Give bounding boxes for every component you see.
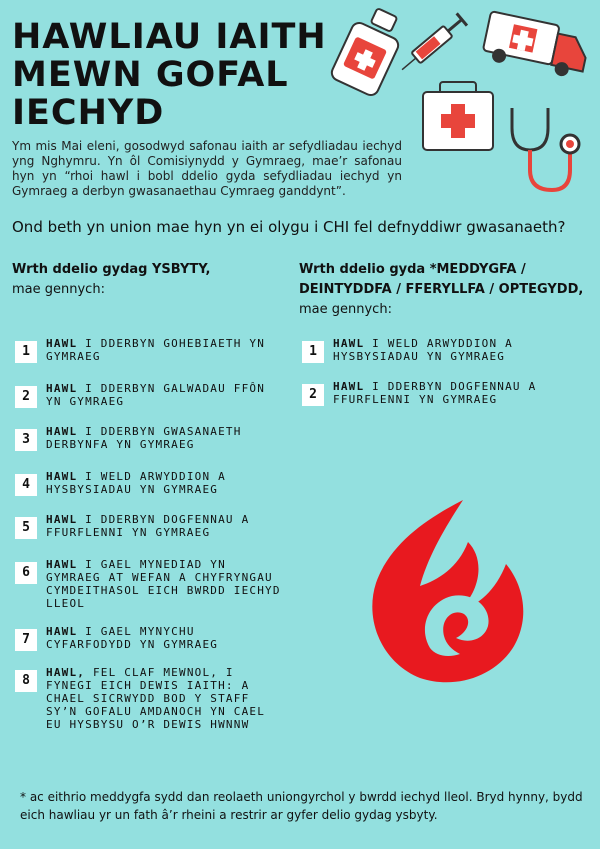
- item-text: HAWL I GAEL MYNEDIAD YN GYMRAEG AT WEFAN A CHYFRYNGAU CYMDEITHASOL EICH BWRDD IECHYD LLEOL: [46, 558, 281, 610]
- item-number: 3: [15, 429, 37, 451]
- list-item: [15, 666, 286, 731]
- list-item: [15, 513, 286, 539]
- item-number: 4: [15, 474, 37, 496]
- title-line-3: IECHYD: [12, 93, 165, 133]
- item-number: 5: [15, 517, 37, 539]
- item-text: HAWL I WELD ARWYDDION A HYSBYSIADAU YN GYMRAEG: [333, 337, 513, 363]
- list-item: [15, 382, 286, 408]
- list-item: [302, 337, 573, 363]
- footnote: * ac eithrio meddygfa sydd dan reolaeth uniongyrchol y bwrdd iechyd lleol. Bryd hynny, bydd eich hawliau yr un fath â’r rheini a restrir ar gyfer delio gydag ysbyty.: [20, 790, 583, 822]
- list-item: [15, 625, 286, 651]
- title-line-1: HAWLIAU IAITH: [12, 17, 327, 57]
- flame-logo: [368, 498, 528, 688]
- item-number: 6: [15, 562, 37, 584]
- hospital-heading-sub: mae gennych:: [12, 282, 105, 297]
- item-number: 1: [15, 341, 37, 363]
- item-text: HAWL I GAEL MYNYCHU CYFARFODYDD YN GYMRAEG: [46, 625, 219, 651]
- list-item: [302, 380, 573, 406]
- list-item: [15, 470, 286, 496]
- list-item: [15, 337, 286, 363]
- item-text: HAWL I DDERBYN GWASANAETH DERBYNFA YN GYMRAEG: [46, 425, 242, 451]
- item-number: 2: [302, 384, 324, 406]
- first-aid-kit-icon: [423, 82, 493, 150]
- syringe-icon: [397, 13, 467, 75]
- item-number: 1: [302, 341, 324, 363]
- item-text: HAWL I DDERBYN DOGFENNAU A FFURFLENNI YN GYMRAEG: [46, 513, 250, 539]
- item-text: HAWL I DDERBYN DOGFENNAU A FFURFLENNI YN GYMRAEG: [333, 380, 537, 406]
- medicine-bottle-icon: [330, 8, 401, 98]
- stethoscope-icon: [512, 108, 579, 190]
- hospital-heading-bold: Wrth ddelio gydag YSBYTY,: [12, 262, 211, 277]
- question-heading: Ond beth yn union mae hyn yn ei olygu i CHI fel defnyddiwr gwasanaeth?: [12, 218, 566, 236]
- surgery-heading-bold-1: Wrth ddelio gyda *MEDDYGFA /: [299, 262, 526, 277]
- surgery-heading-sub: mae gennych:: [299, 302, 392, 317]
- ambulance-icon: [481, 11, 591, 80]
- hospital-heading: [12, 260, 210, 300]
- item-text: HAWL I WELD ARWYDDION A HYSBYSIADAU YN GYMRAEG: [46, 470, 226, 496]
- intro-paragraph: Ym mis Mai eleni, gosodwyd safonau iaith ar sefydliadau iechyd yng Nghymru. Yn ôl Comisiynydd y Gymraeg, mae’r safonau hyn yn “rhoi hawl i bobl ddelio gyda sefydliadau iechyd yn Gymraeg a derbyn gwasanaethau Cymraeg ganddynt”.: [12, 139, 402, 198]
- item-number: 8: [15, 670, 37, 692]
- list-item: [15, 425, 286, 451]
- item-text: HAWL I DDERBYN GOHEBIAETH YN GYMRAEG: [46, 337, 266, 363]
- item-number: 2: [15, 386, 37, 408]
- page-title: [12, 18, 327, 132]
- item-text: HAWL I DDERBYN GALWADAU FFÔN YN GYMRAEG: [46, 382, 266, 408]
- surgery-heading-bold-2: DEINTYDDFA / FFERYLLFA / OPTEGYDD,: [299, 282, 584, 297]
- list-item: [15, 558, 286, 610]
- item-text: HAWL, FEL CLAF MEWNOL, I FYNEGI EICH DEWIS IAITH: A CHAEL SICRWYDD BOD Y STAFF SY’N GOFALU AMDANOCH YN CAEL EU HYSBYSU O’R DEWIS HWNNW: [46, 666, 266, 731]
- title-line-2: MEWN GOFAL: [12, 55, 289, 95]
- surgery-heading: [299, 260, 583, 320]
- item-number: 7: [15, 629, 37, 651]
